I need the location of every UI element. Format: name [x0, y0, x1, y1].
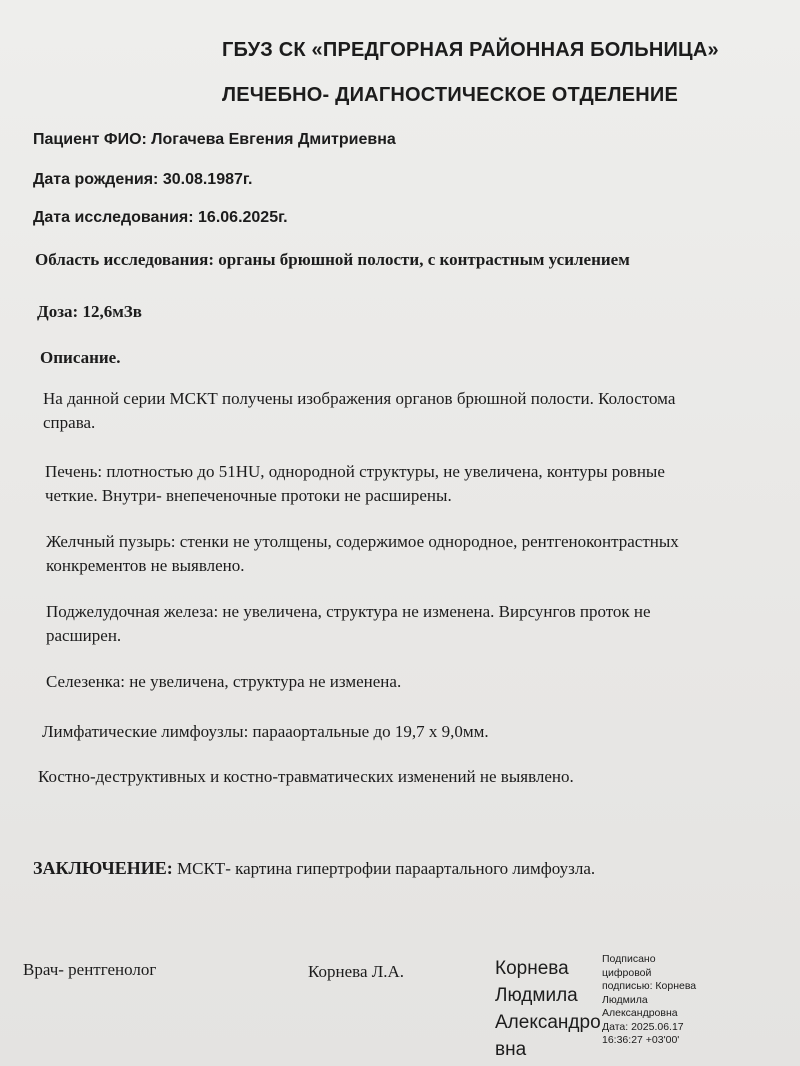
- text-line: справа.: [43, 413, 96, 432]
- description-paragraph-bones: Костно-деструктивных и костно-травматических изменений не выявлено.: [38, 767, 574, 786]
- description-paragraph-pancreas: [46, 600, 791, 648]
- conclusion-text: МСКТ- картина гипертрофии параартального лимфоузла.: [177, 859, 596, 878]
- signature-name-line: Людмила: [495, 985, 578, 1006]
- birth-date: Дата рождения: 30.08.1987г.: [33, 171, 253, 188]
- description-paragraph-spleen: Селезенка: не увеличена, структура не изменена.: [46, 672, 402, 691]
- description-paragraph-gallbladder: [46, 530, 791, 578]
- signature-info-line: Подписано: [602, 953, 656, 965]
- organization-title: ГБУЗ СК «ПРЕДГОРНАЯ РАЙОННАЯ БОЛЬНИЦА»: [222, 39, 719, 61]
- signature-info-line: подписью: Корнева: [602, 980, 697, 992]
- text-line: расширен.: [46, 626, 122, 645]
- department-title: ЛЕЧЕБНО- ДИАГНОСТИЧЕСКОЕ ОТДЕЛЕНИЕ: [222, 84, 678, 106]
- patient-name: Пациент ФИО: Логачева Евгения Дмитриевна: [33, 131, 396, 148]
- study-area: Область исследования: органы брюшной полости, с контрастным усилением: [35, 250, 630, 269]
- description-paragraph-lymph-nodes: Лимфатические лимфоузлы: парааортальные до 19,7 х 9,0мм.: [42, 722, 489, 741]
- signature-info-line: Александровна: [602, 1007, 678, 1019]
- doctor-role: Врач- рентгенолог: [23, 960, 157, 979]
- signature-info-line: 16:36:27 +03'00': [602, 1034, 680, 1046]
- text-line: На данной серии МСКТ получены изображения органов брюшной полости. Колостома: [43, 389, 676, 408]
- digital-signature-info: [602, 953, 696, 1048]
- digital-signature-name: [495, 955, 601, 1063]
- exam-date: Дата исследования: 16.06.2025г.: [33, 209, 288, 226]
- signature-info-line: Людмила: [602, 993, 648, 1006]
- signature-name-line: Корнева: [495, 958, 569, 979]
- text-line: четкие. Внутри- внепеченочные протоки не расширены.: [45, 486, 452, 505]
- conclusion: [33, 858, 595, 879]
- conclusion-label: ЗАКЛЮЧЕНИЕ:: [33, 858, 173, 878]
- description-paragraph-1: [43, 387, 783, 435]
- radiation-dose: Доза: 12,6мЗв: [37, 302, 142, 321]
- text-line: Желчный пузырь: стенки не утолщены, содержимое однородное, рентгеноконтрастных: [46, 532, 679, 551]
- doctor-short-name: Корнева Л.А.: [308, 962, 405, 981]
- text-line: Поджелудочная железа: не увеличена, структура не изменена. Вирсунгов проток не: [46, 602, 651, 621]
- text-line: конкрементов не выявлено.: [46, 556, 245, 575]
- description-paragraph-liver: [45, 460, 785, 508]
- signature-info-line: Дата: 2025.06.17: [602, 1020, 684, 1033]
- text-line: Печень: плотностью до 51HU, однородной структуры, не увеличена, контуры ровные: [45, 462, 665, 481]
- signature-name-line: Александро: [495, 1012, 601, 1033]
- signature-info-line: цифровой: [602, 966, 652, 979]
- signature-name-line: вна: [495, 1039, 527, 1060]
- description-heading: Описание.: [40, 348, 121, 367]
